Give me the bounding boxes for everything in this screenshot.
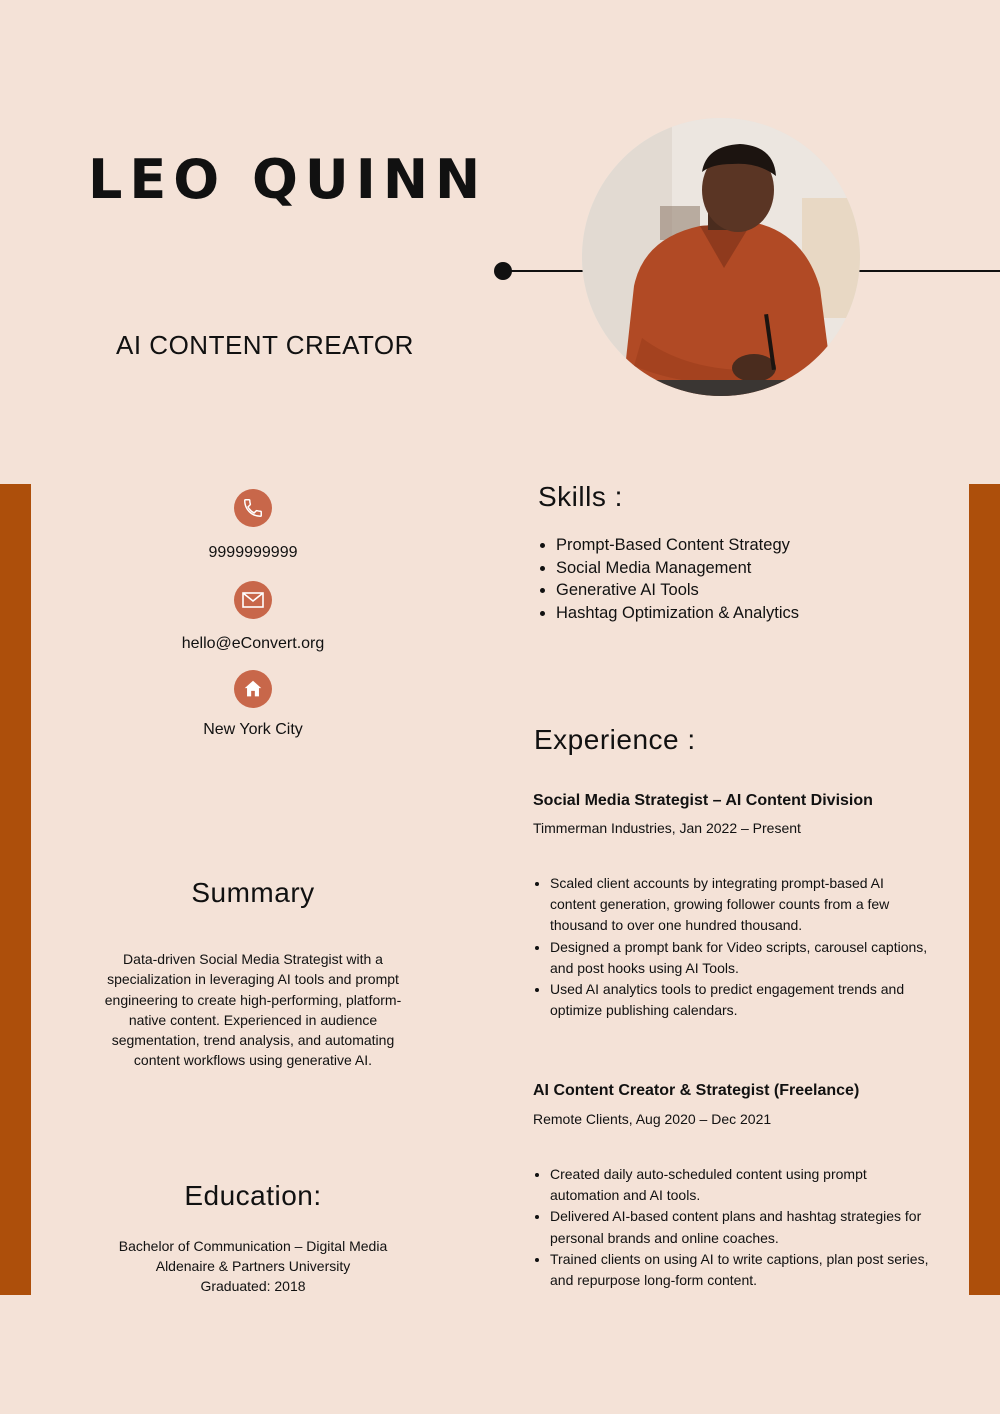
job-2-bullets — [533, 1164, 930, 1291]
location: New York City — [203, 721, 303, 738]
skill-item: • Prompt-Based Content Strategy — [556, 534, 799, 557]
job-bullet: • Created daily auto-scheduled content using prompt automation and AI tools. — [550, 1164, 930, 1206]
education-graduated: Graduated: 2018 — [200, 1278, 306, 1294]
mail-icon — [234, 581, 272, 619]
education-heading: Education: — [184, 1180, 322, 1211]
email-address: hello@eConvert.org — [181, 635, 325, 652]
education-school: Aldenaire & Partners University — [155, 1258, 351, 1274]
profile-photo-illustration — [582, 118, 860, 396]
phone-icon — [234, 489, 272, 527]
experience-heading: Experience : — [534, 724, 696, 755]
job-bullet: • Used AI analytics tools to predict engagement trends and optimize publishing calendars. — [550, 979, 930, 1021]
job-bullet: • Scaled client accounts by integrating prompt-based AI content generation, growing follower counts from a few thousand to over one hundred thousand. — [550, 873, 930, 937]
summary-text: Data-driven Social Media Strategist with a specialization in leveraging AI tools and prompt engineering to create high-performing, platform-native content. Experienced in audience segmentation, trend analysis, and automating content workflows using generative AI. — [104, 951, 402, 1069]
job-1-bullets — [533, 873, 930, 1021]
skill-item: • Social Media Management — [556, 557, 799, 580]
job-bullet: • Delivered AI-based content plans and hashtag strategies for personal brands and online coaches. — [550, 1206, 930, 1248]
skill-item: • Generative AI Tools — [556, 579, 799, 602]
accent-bar-left — [0, 484, 31, 1295]
education-degree: Bachelor of Communication – Digital Media — [118, 1238, 388, 1254]
profile-photo — [582, 118, 860, 396]
person-name: LEO QUINN — [88, 148, 488, 211]
accent-bar-right — [969, 484, 1000, 1295]
job-1-title: Social Media Strategist – AI Content Division — [533, 792, 873, 809]
skill-item: • Hashtag Optimization & Analytics — [556, 602, 799, 625]
job-2-title: AI Content Creator & Strategist (Freelance) — [533, 1082, 860, 1099]
skills-list — [534, 534, 799, 624]
summary-heading: Summary — [191, 877, 315, 908]
timeline-line-right — [856, 270, 1000, 272]
phone-number: 9999999999 — [208, 544, 298, 561]
job-role: AI CONTENT CREATOR — [116, 330, 414, 360]
job-bullet: • Trained clients on using AI to write captions, plan post series, and repurpose long-form content. — [550, 1249, 930, 1291]
job-bullet: • Designed a prompt bank for Video scripts, carousel captions, and post hooks using AI Tools. — [550, 937, 930, 979]
home-icon — [234, 670, 272, 708]
job-1-meta: Timmerman Industries, Jan 2022 – Present — [533, 820, 801, 836]
skills-heading: Skills : — [538, 481, 623, 512]
timeline-line-left — [510, 270, 584, 272]
job-2-meta: Remote Clients, Aug 2020 – Dec 2021 — [533, 1111, 772, 1127]
